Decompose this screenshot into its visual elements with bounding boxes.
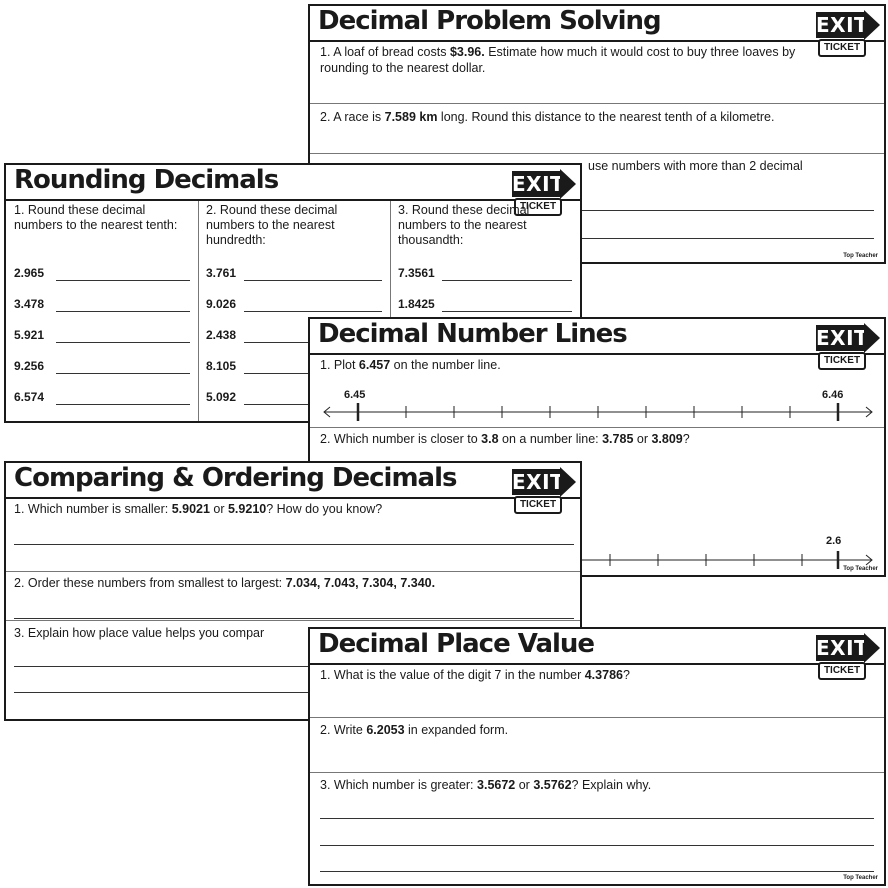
arrow-icon — [560, 467, 576, 497]
answer-line[interactable] — [244, 311, 382, 312]
number-line-2-right-label: 2.6 — [826, 535, 842, 547]
arrow-icon — [864, 633, 880, 663]
number-line — [320, 401, 878, 423]
ticket-label: TICKET — [514, 496, 562, 514]
rounding-item: 2.438 — [206, 328, 237, 342]
answer-line[interactable] — [320, 871, 874, 872]
column-1-instruction: 1. Round these decimal numbers to the nearest tenth: — [14, 203, 178, 232]
arrow-icon — [560, 169, 576, 199]
answer-line[interactable] — [14, 618, 574, 619]
card-decimal-place-value — [308, 627, 886, 886]
question-1: 1. Plot 6.457 on the number line. — [320, 358, 501, 372]
question-1: 1. A loaf of bread costs $3.96. Estimate how much it would cost to buy three loaves by rounding to the nearest dollar. — [320, 45, 796, 75]
exit-word: EXIT — [816, 326, 869, 350]
answer-line[interactable] — [244, 280, 382, 281]
answer-line[interactable] — [320, 818, 874, 819]
question-3: 3. Explain how place value helps you compar — [14, 626, 265, 640]
rounding-item: 7.3561 — [398, 266, 435, 280]
question-3: use numbers with more than 2 decimal — [588, 159, 803, 173]
card-title: Decimal Problem Solving — [318, 6, 661, 36]
exit-ticket-badge — [816, 12, 880, 56]
arrow-icon — [864, 323, 880, 353]
question-1: 1. What is the value of the digit 7 in the number 4.3786? — [320, 668, 630, 682]
section-divider — [310, 103, 884, 104]
card-title: Decimal Number Lines — [318, 319, 627, 349]
number-line-left-label: 6.45 — [344, 389, 366, 401]
answer-line[interactable] — [56, 404, 190, 405]
question-1: 1. Which number is smaller: 5.9021 or 5.9210? How do you know? — [14, 502, 383, 516]
card-title: Decimal Place Value — [318, 629, 595, 659]
number-line-right-label: 6.46 — [822, 389, 844, 401]
arrow-icon — [864, 10, 880, 40]
section-divider — [310, 427, 884, 428]
ticket-label: TICKET — [514, 198, 562, 216]
answer-line[interactable] — [442, 280, 572, 281]
rounding-item: 3.761 — [206, 266, 237, 280]
exit-ticket-badge — [512, 469, 576, 513]
question-2: 2. Order these numbers from smallest to largest: 7.034, 7.043, 7.304, 7.340. — [14, 576, 436, 590]
column-3-instruction: 3. Round these decimal numbers to the nearest thousandth: — [398, 203, 530, 247]
header-divider — [6, 199, 580, 201]
rounding-item: 5.921 — [14, 328, 45, 342]
exit-word: EXIT — [512, 172, 565, 196]
ticket-label: TICKET — [818, 39, 866, 57]
answer-line[interactable] — [14, 666, 314, 667]
card-title: Comparing & Ordering Decimals — [14, 463, 457, 493]
section-divider — [6, 620, 580, 621]
answer-line[interactable] — [14, 544, 574, 545]
answer-line[interactable] — [320, 845, 874, 846]
answer-line[interactable] — [56, 280, 190, 281]
rounding-item: 9.256 — [14, 359, 45, 373]
rounding-item: 9.026 — [206, 297, 237, 311]
rounding-item: 5.092 — [206, 390, 237, 404]
section-divider — [6, 571, 580, 572]
header-divider — [310, 663, 884, 665]
column-divider — [198, 201, 199, 421]
ticket-label: TICKET — [818, 352, 866, 370]
number-line-2 — [580, 549, 878, 571]
rounding-item: 1.8425 — [398, 297, 435, 311]
header-divider — [6, 497, 580, 499]
rounding-item: 6.574 — [14, 390, 45, 404]
answer-line[interactable] — [56, 373, 190, 374]
answer-line[interactable] — [56, 311, 190, 312]
exit-ticket-badge — [816, 325, 880, 369]
section-divider — [310, 772, 884, 773]
brand-label: Top Teacher — [843, 566, 878, 572]
ticket-label: TICKET — [818, 662, 866, 680]
brand-label: Top Teacher — [843, 875, 878, 881]
answer-line[interactable] — [442, 311, 572, 312]
question-2: 2. A race is 7.589 km long. Round this distance to the nearest tenth of a kilometre. — [320, 110, 775, 124]
card-title: Rounding Decimals — [14, 165, 279, 195]
section-divider — [310, 717, 884, 718]
question-2: 2. Write 6.2053 in expanded form. — [320, 723, 509, 737]
rounding-item: 3.478 — [14, 297, 45, 311]
question-2: 2. Which number is closer to 3.8 on a number line: 3.785 or 3.809? — [320, 432, 690, 446]
exit-word: EXIT — [512, 470, 565, 494]
column-2-instruction: 2. Round these decimal numbers to the nearest hundredth: — [206, 203, 338, 247]
exit-word: EXIT — [816, 13, 869, 37]
answer-line[interactable] — [56, 342, 190, 343]
rounding-item: 2.965 — [14, 266, 45, 280]
section-divider — [310, 153, 884, 154]
question-3: 3. Which number is greater: 3.5672 or 3.5762? Explain why. — [320, 778, 652, 792]
header-divider — [310, 40, 884, 42]
header-divider — [310, 353, 884, 355]
exit-word: EXIT — [816, 636, 869, 660]
exit-ticket-badge — [816, 635, 880, 679]
brand-label: Top Teacher — [843, 253, 878, 259]
rounding-item: 8.105 — [206, 359, 237, 373]
answer-line[interactable] — [14, 692, 314, 693]
